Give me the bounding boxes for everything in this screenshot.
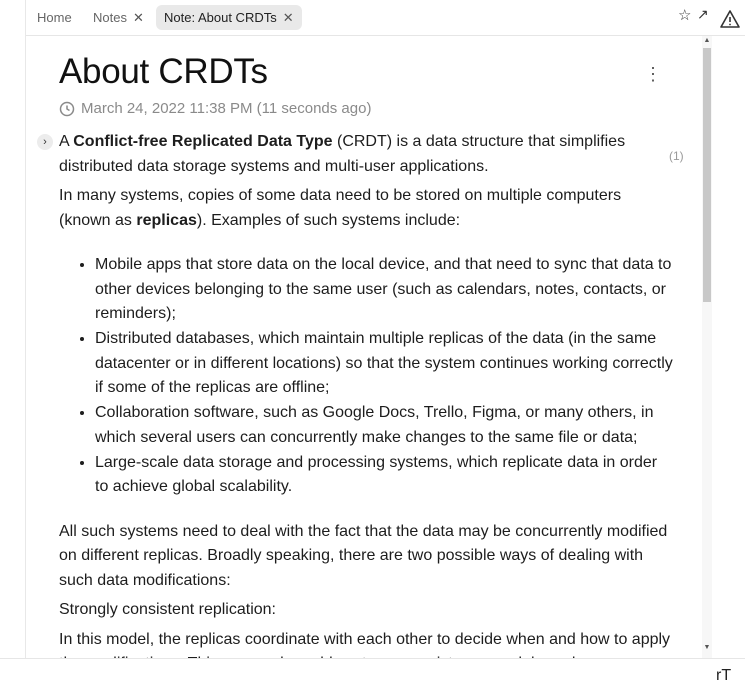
scroll-down-icon[interactable]: ▼	[703, 644, 711, 651]
tab-note-about-crdts[interactable]	[156, 5, 302, 30]
more-vertical-icon[interactable]: ⋮	[644, 64, 662, 84]
tab-notes-label: Notes	[93, 10, 127, 25]
list-item: • Distributed databases, which maintain multiple replicas of the data (in the same datacenter or in different locations) so that the system continues working correctly if some of the replicas are offline;	[95, 327, 674, 401]
warning-triangle-icon[interactable]	[719, 9, 741, 29]
paragraph	[59, 184, 674, 233]
date-text: March 24, 2022 11:38 PM (11 seconds ago)	[81, 100, 372, 117]
paragraph: All such systems need to deal with the fact that the data may be concurrently modified on different replicas. Broadly speaking, there are two possible ways of dealing with such data modifications:	[59, 522, 668, 589]
scroll-up-icon[interactable]: ▲	[703, 37, 711, 44]
note-content	[26, 36, 702, 658]
text: ). Examples of such systems include:	[196, 211, 461, 229]
scrollbar[interactable]	[702, 36, 712, 658]
text-size-icon[interactable]: rT	[716, 667, 732, 684]
tab-notes[interactable]	[85, 5, 152, 30]
list-item: • Large-scale data storage and processing systems, which replicate data in order to achieve global scalability.	[95, 451, 674, 500]
bold-term: replicas	[136, 211, 197, 229]
examples-list	[59, 253, 674, 500]
paragraph: Strongly consistent replication:	[59, 601, 276, 618]
footnote-count[interactable]: (1)	[669, 149, 684, 163]
tab-home-label: Home	[37, 10, 72, 25]
bold-term: Conflict-free Replicated Data Type	[73, 133, 333, 150]
note-date	[59, 100, 371, 117]
paragraph	[59, 130, 674, 179]
paragraph: In this model, the replicas coordinate with each other to decide when and how to apply	[59, 630, 671, 648]
open-in-new-icon[interactable]: ↗	[697, 6, 709, 22]
list-item: • Mobile apps that store data on the local device, and that need to sync that data to other devices belonging to the same user (such as calendars, notes, contacts, or reminders);	[95, 253, 674, 327]
text: (CRDT) is a data structure that simplifies distributed data storage systems and multi-user applications.	[59, 133, 626, 175]
star-plus-icon[interactable]: ☆	[678, 7, 692, 24]
page-title: About CRDTs	[59, 52, 268, 91]
close-icon[interactable]: ✕	[282, 10, 294, 25]
list-item: • Collaboration software, such as Google Docs, Trello, Figma, or many others, in which several users can concurrently make changes to the same file or data;	[95, 401, 674, 450]
left-rail	[0, 0, 26, 690]
tab-active-label: Note: About CRDTs	[164, 10, 277, 25]
tab-home[interactable]	[29, 5, 80, 30]
tab-bar	[26, 0, 745, 36]
chevron-right-icon[interactable]: ›	[37, 134, 53, 150]
close-icon[interactable]: ✕	[132, 10, 144, 25]
scroll-thumb[interactable]	[703, 48, 711, 302]
note-body	[59, 130, 674, 682]
text: In many systems, copies of some data need to be stored on multiple computers (known as	[59, 187, 622, 229]
clock-icon	[59, 101, 75, 117]
bottom-bar	[0, 658, 745, 691]
text: A	[59, 133, 74, 150]
